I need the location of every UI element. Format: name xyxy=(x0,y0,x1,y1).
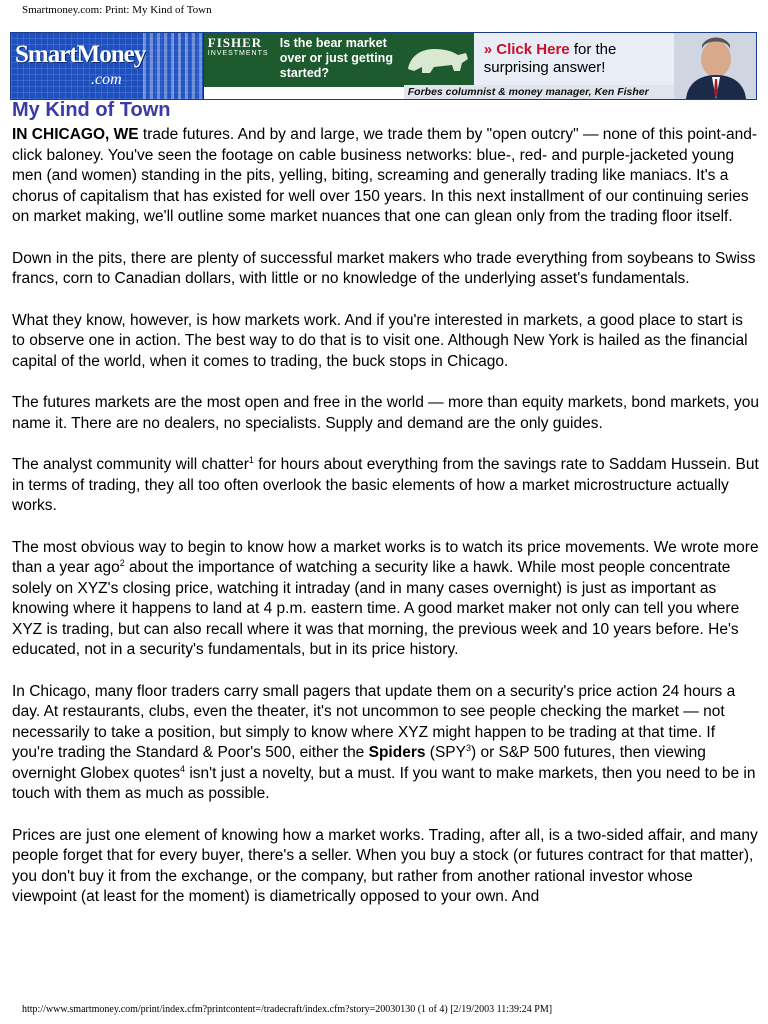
paragraph-text: about the importance of watching a security like a hawk. While most people concentrate solely on XYZ's closing price, watching it intraday (and in many cases overnight) is just as important as knowing where it happens to land at 4 p.m. eastern time. A good market maker not only can tell you where XYZ is trading, but can also recall where it was that morning, the previous week and 10 years before. He's educated, not in a security's fundamentals, but in its price history. xyxy=(12,559,740,658)
article-body xyxy=(12,125,760,929)
logo-text: SmartMoney xyxy=(15,41,146,68)
paragraph xyxy=(12,455,760,517)
paragraph xyxy=(12,125,760,228)
person-portrait-icon xyxy=(674,33,756,99)
paragraph-text: isn't just a novelty, but a must. If you want to make markets, then you need to be in touch with them as much as possible. xyxy=(12,764,756,802)
paragraph-text: for hours about everything from the savings rate to Saddam Hussein. But in terms of trading, they all too often overlook the basic elements of how a market microstructure actually works. xyxy=(12,456,759,514)
bear-icon xyxy=(404,39,470,79)
ad-footer: Forbes columnist & money manager, Ken Fisher xyxy=(404,85,674,99)
print-footer-url: http://www.smartmoney.com/print/index.cfm?printcontent=/tradecraft/index.cfm?story=20030130 (1 of 4) [2/19/2003 11:39:24 PM] xyxy=(22,1004,553,1015)
footnote-link[interactable]: 2 xyxy=(119,557,125,568)
footnote-link[interactable]: 3 xyxy=(465,742,471,753)
logo-stripes xyxy=(143,33,203,99)
paragraph-text: trade futures. And by and large, we trade them by "open outcry" — none of this point-and-click baloney. You've seen the footage on cable business networks: blue-, red- and purple-jacketed young men (and women) standing in the pits, yelling, biting, screaming and generally trading like maniacs. It's a chorus of capitalism that has existed for well over 150 years. In this next installment of our continuing series on market making, we'll outline some market nuances that one can glean only from the trading floor itself. xyxy=(12,126,758,225)
banner xyxy=(10,32,757,100)
print-header: Smartmoney.com: Print: My Kind of Town xyxy=(22,4,212,16)
logo-dotcom: .com xyxy=(91,71,122,88)
ad-cta-text: for the surprising answer! xyxy=(483,41,617,76)
spiders-link[interactable]: Spiders xyxy=(368,744,426,761)
article-title: My Kind of Town xyxy=(12,99,171,121)
paragraph-text: (SPY xyxy=(425,744,466,761)
paragraph xyxy=(12,538,760,661)
paragraph-text: The analyst community will chatter xyxy=(12,456,249,473)
ad-cta[interactable] xyxy=(484,41,674,77)
ad-headline: Is the bear market over or just getting started? xyxy=(279,36,393,80)
smartmoney-logo[interactable] xyxy=(11,33,203,99)
ken-fisher-photo xyxy=(674,33,756,99)
paragraph: The futures markets are the most open and free in the world — more than equity markets, bond markets, you name it. There are no dealers, no specialists. Supply and demand are the only guides. xyxy=(12,394,759,432)
footnote-link[interactable]: 1 xyxy=(248,454,254,465)
ad-cta-panel xyxy=(474,33,674,87)
fisher-ad[interactable] xyxy=(203,33,756,99)
paragraph: What they know, however, is how markets work. And if you're interested in markets, a good place to start is to observe one in action. The best way to do that is to visit one. Although New York is hailed as the financial capital of the world, when it comes to trading, the buck stops in Chicago. xyxy=(12,311,748,370)
paragraph xyxy=(12,682,760,805)
ad-brand-sub: INVESTMENTS xyxy=(207,50,269,57)
paragraph-text: The most obvious way to begin to know how a market works is to watch its price movements. We wrote more than a year ago xyxy=(12,538,759,576)
click-here-link[interactable]: » Click Here xyxy=(483,41,570,58)
footnote-link[interactable]: 4 xyxy=(180,763,186,774)
paragraph: Prices are just one element of knowing how a market works. Trading, after all, is a two-sided affair, and many people forget that for every buyer, there's a seller. When you buy a stock (or futures contract for that matter), you don't buy it from the exchange, or the company, but rather from another rational investor whose viewpoint (at least for the moment) is diametrically opposed to your own. And xyxy=(12,826,758,905)
paragraph-text: ) or S&P 500 futures, then viewing overnight Globex quotes xyxy=(12,744,706,782)
ad-brand: FISHER xyxy=(207,35,263,50)
paragraph: Down in the pits, there are plenty of successful market makers who trade everything from soybeans to Swiss francs, corn to Canadian dollars, with little or no knowledge of the underlying asset's fundamentals. xyxy=(12,249,756,287)
paragraph-text: In Chicago, many floor traders carry small pagers that update them on a security's price action 24 hours a day. At restaurants, clubs, even the theater, it's not uncommon to see people checking the market — not necessarily to take a position, but simply to know where XYZ might happen to be trading at that time. If you're trading the Standard & Poor's 500, either the xyxy=(12,682,736,761)
ad-green-panel xyxy=(204,33,474,87)
lead-in: IN CHICAGO, WE xyxy=(12,126,139,143)
